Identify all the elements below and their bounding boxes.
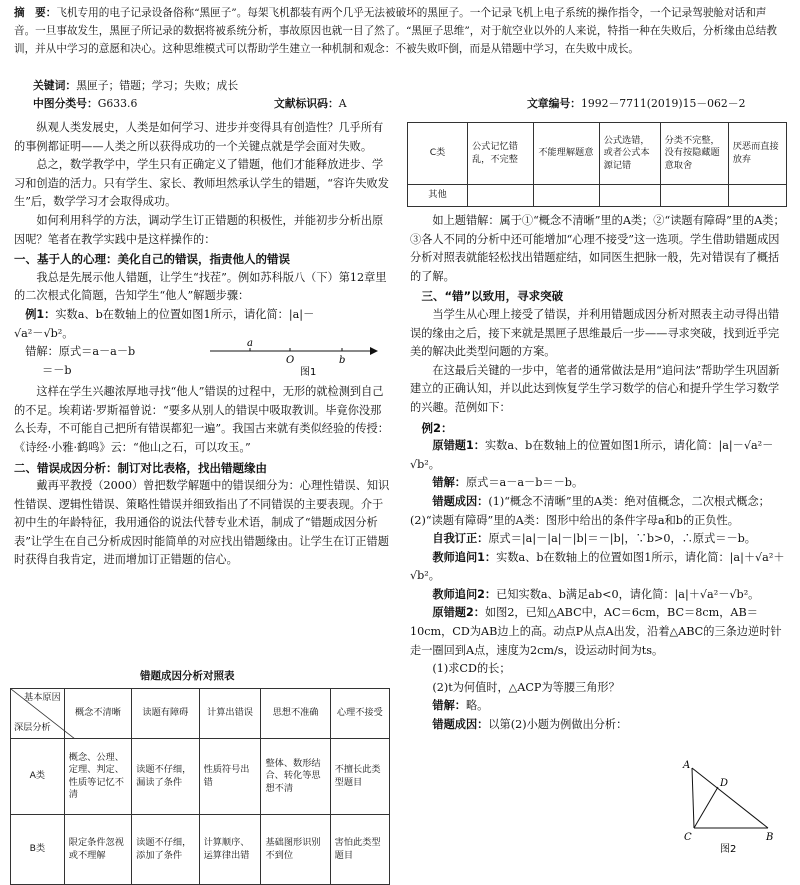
original-problem-1-label: 原错题1： — [432, 439, 485, 453]
teacher-question-2 — [410, 586, 788, 605]
solution-block — [14, 339, 392, 383]
table-cell: 不能理解题意 — [534, 123, 599, 185]
clc-label: 中图分类号： — [33, 97, 98, 110]
section-heading-1: 一、基于人的心理：美化自己的错误，指责他人的错误 — [14, 252, 290, 267]
teacher-question-1-text: 实数a、b在数轴上的位置如图1所示，请化简：|a|＋√a²＋√b²。 — [410, 550, 785, 583]
error-cause-2-label: 错题成因： — [432, 718, 489, 732]
table-corner-cell — [11, 689, 65, 739]
table-cell: 害怕此类型题目 — [330, 815, 389, 885]
table-row — [408, 123, 787, 185]
article-no-text: 1992－7711(2019)15－062－2 — [580, 97, 746, 110]
keywords — [33, 78, 238, 94]
table-row — [11, 815, 390, 885]
row-label: C类 — [408, 123, 468, 185]
abstract-text: 飞机专用的电子记录设备俗称“黑匣子”。每架飞机都装有两个几乎无法被破坏的黑匣子。一个记录飞机上电子系统的操作指令，一个记录驾驶舱对话和声音。一旦事故发生，黑匣子所记录的数据将被系统分析，事故原因也就一目了然了。“黑匣子思维”，对于航空业以外的人来说，特指一种在失败后，分析缘由总结教训，并从中学习的意愿和决心。这种思维模式可以帮助学生建立一种机制和观念：不被失败吓倒，而是从错题中学习，在失败中成长。 — [14, 7, 777, 55]
table-cell: 厌恶而直接放弃 — [728, 123, 786, 185]
error-analysis-table-continued — [407, 122, 787, 207]
example-2-label: 例2： — [421, 420, 453, 435]
error-cause-text: (1)“概念不清晰”里的A类：绝对值概念，二次根式概念；(2)“读题有障碍”里的A类：图形中给出的条件字母a和b的正负性。 — [410, 494, 770, 527]
table-cell — [534, 185, 599, 207]
left-paragraph-6: 戴再平教授（2000）曾把数学解题中的错误细分为：心理性错误、知识性错误、逻辑性错误、策略性错误并细致指出了不同错误的主要表现。介于初中生的年龄特征，我用通俗的说法代替专业术语，制成了“错题成因分析表”让学生在自己分析成因时能简单的对应找出错题缘由。让学生在订正错题时获得自我肯定，进而增加订正错题的信心。 — [14, 479, 390, 567]
abstract — [14, 4, 786, 58]
left-paragraph-2: 总之，数学教学中，学生只有正确定义了错题，他们才能释放进步、学习和创造的活力。只有学生、家长、教师坦然承认学生的错题，“容许失败发生”后，数学学习才会取得成功。 — [14, 158, 389, 209]
doc-code-label: 文献标识码： — [274, 97, 339, 110]
fig2-label-c: C — [684, 832, 692, 843]
clc — [33, 96, 137, 112]
table-title: 错题成因分析对照表 — [140, 670, 235, 682]
table-cell: 读题不仔细，漏读了条件 — [132, 739, 199, 815]
table-cell — [660, 185, 728, 207]
right-paragraph-1: 如上题错解：属于①“概念不清晰”里的A类；②“读题有障碍”里的A类；③各人不同的分析中还可能增加“心理不接受”这一选项。学生借助错题成因分析对照表就能轻松找出错题症结，如同医生把脉一般，先对错误有了概括的了解。 — [410, 214, 785, 283]
problem-2-question-1: (1)求CD的长； — [432, 662, 511, 676]
table-header: 心理不接受 — [330, 689, 389, 739]
example-1-expr: √a²－√b²。 — [14, 326, 74, 340]
error-cause-label: 错题成因： — [432, 494, 489, 508]
keywords-text: 黑匣子；错题；学习；失败；成长 — [76, 79, 239, 92]
fig2-label-b: B — [766, 832, 774, 843]
wrong-solution-2-label: 错解： — [432, 699, 466, 713]
table-cell: 限定条件忽视或不理解 — [64, 815, 131, 885]
figure-2-caption: 图2 — [720, 844, 737, 855]
table-header-row — [11, 689, 390, 739]
table-cell: 分类不完整，没有按隐藏题意取舍 — [660, 123, 728, 185]
table-cell: 公式选错，或者公式本源记错 — [599, 123, 660, 185]
table-header: 思想不准确 — [261, 689, 330, 739]
left-paragraph-3: 如何利用科学的方法，调动学生订正错题的积极性，并能初步分析出原因呢？笔者在教学实践中是这样操作的： — [14, 213, 384, 246]
table-header: 读题有障碍 — [132, 689, 199, 739]
article-no-label: 文章编号： — [527, 97, 581, 110]
row-label: 其他 — [408, 185, 468, 207]
left-paragraph-1: 纵观人类发展史，人类是如何学习、进步并变得具有创造性？几乎所有的事例都证明——人类之所以获得成功的一个关键点就是学会面对失败。 — [14, 121, 384, 153]
corner-bottom-label: 深层分析 — [14, 721, 51, 733]
fig1-label-a: a — [247, 339, 253, 350]
wrong-solution-line-1: 错解：原式＝a－a－b — [25, 345, 136, 359]
teacher-question-1-label: 教师追问1： — [432, 550, 497, 564]
wrong-solution-2 — [410, 697, 788, 716]
left-column — [14, 119, 392, 570]
table-row — [408, 185, 787, 207]
clc-text: G633.6 — [97, 97, 138, 110]
error-cause-2-text: 以第(2)小题为例做出分析： — [488, 718, 628, 732]
wrong-solution-2-text: 略。 — [465, 699, 489, 713]
left-paragraph-4: 我总是先展示他人错题，让学生“找茬”。例如苏科版八（下）第12章里的二次根式化简题，告知学生“他人”解题步骤： — [14, 270, 387, 303]
fig2-label-a: A — [683, 760, 691, 771]
table-cell: 整体、数形结合、转化等思想不清 — [261, 739, 330, 815]
wrong-solution — [410, 474, 788, 493]
table-cell — [467, 185, 533, 207]
original-problem-1 — [410, 437, 788, 474]
left-paragraph-5: 这样在学生兴趣浓厚地寻找“他人”错误的过程中，无形的就检测到自己的不足。埃莉诺·罗斯福曾说：“要多从别人的错误中吸取教训。毕竟你没那么长寿，不可能自己把所有错误都犯一遍”。我国古来就有类似经验的传授：《诗经·小雅·鹤鸣》云：“他山之石，可以攻玉。” — [14, 385, 389, 454]
figure-1-number-line — [202, 339, 392, 379]
problem-2-question-2: (2)t为何值时，△ACP为等腰三角形？ — [432, 680, 620, 694]
error-cause — [410, 493, 788, 530]
table-header: 概念不清晰 — [64, 689, 131, 739]
self-correction-text: 原式＝|a|－|a|－|b|＝－|b|，∵b>0，∴原式＝－b。 — [488, 532, 756, 546]
table-cell: 性质符号出错 — [199, 739, 261, 815]
abstract-label: 摘 要： — [14, 7, 57, 19]
section-heading-2: 二、错误成因分析：制订对比表格，找出错题缘由 — [14, 460, 267, 475]
error-cause-2 — [410, 716, 788, 735]
teacher-question-2-label: 教师追问2： — [432, 587, 497, 601]
table-cell: 计算顺序、运算律出错 — [199, 815, 261, 885]
figure-2-triangle — [680, 758, 790, 858]
wrong-solution-label: 错解： — [432, 476, 466, 490]
article-no — [527, 96, 745, 112]
table-cell: 基础图形识别不到位 — [261, 815, 330, 885]
doc-code — [274, 96, 347, 112]
teacher-question-2-text: 已知实数a、b满足ab<0，请化简：|a|＋√a²－√b²。 — [496, 587, 760, 601]
table-header: 计算出错误 — [199, 689, 261, 739]
fig1-label-o: O — [286, 355, 295, 367]
corner-top-label: 基本原因 — [24, 692, 61, 703]
self-correction — [410, 530, 788, 549]
original-problem-2-label: 原错题2： — [432, 606, 485, 620]
section-heading-3: 三、“错”以致用，寻求突破 — [421, 289, 564, 304]
row-label: B类 — [11, 815, 65, 885]
doc-code-text: A — [338, 97, 347, 110]
table-cell: 不擅长此类型题目 — [330, 739, 389, 815]
table-cell: 概念、公理、定理、判定、性质等记忆不清 — [64, 739, 131, 815]
table-cell — [728, 185, 786, 207]
right-paragraph-2: 当学生从心理上接受了错误，并利用错题成因分析对照表主动寻得出错误的缘由之后，接下来就是黑匣子思维最后一步——寻求突破，找到近乎完美的解决此类型问题的方案。 — [410, 307, 780, 359]
wrong-solution-line-2: ＝－b — [42, 364, 72, 378]
right-paragraph-3: 在这最后关键的一步中，笔者的通常做法是用“追问法”帮助学生巩固新建立的正确认知，并以此达到恢复学生学习数学的信心和提升学生学习数学的兴趣。范例如下： — [410, 363, 780, 414]
self-correction-label: 自我订正： — [432, 532, 489, 546]
wrong-solution-text: 原式＝a－a－b＝－b。 — [465, 476, 584, 490]
table-row — [11, 739, 390, 815]
fig1-label-b: b — [339, 355, 346, 367]
error-analysis-table — [10, 688, 390, 885]
row-label: A类 — [11, 739, 65, 815]
example-1 — [14, 306, 392, 325]
original-problem-1-text: 实数a、b在数轴上的位置如图1所示，请化简：|a|－√a²－√b²。 — [410, 439, 774, 471]
example-1-text: 实数a、b在数轴上的位置如图1所示，请化简：|a|－ — [55, 307, 315, 321]
keywords-label: 关键词： — [33, 79, 77, 92]
figure-1-caption: 图1 — [300, 367, 317, 379]
table-cell — [599, 185, 660, 207]
table-cell: 公式记忆错乱，不完整 — [467, 123, 533, 185]
teacher-question-1 — [410, 549, 788, 586]
original-problem-2-text: 如图2，已知△ABC中，AC＝6cm，BC＝8cm，AB＝10cm，CD为AB边上的高。动点P从点A出发，沿着△ABC的三条边逆时针走一圈回到A点，速度为2cm/s，设运动时间为ts。 — [410, 606, 782, 657]
table-cell: 读题不仔细，添加了条件 — [132, 815, 199, 885]
right-column — [410, 212, 788, 735]
fig2-label-d: D — [720, 778, 729, 789]
example-1-label: 例1： — [25, 307, 56, 321]
original-problem-2 — [410, 604, 788, 660]
